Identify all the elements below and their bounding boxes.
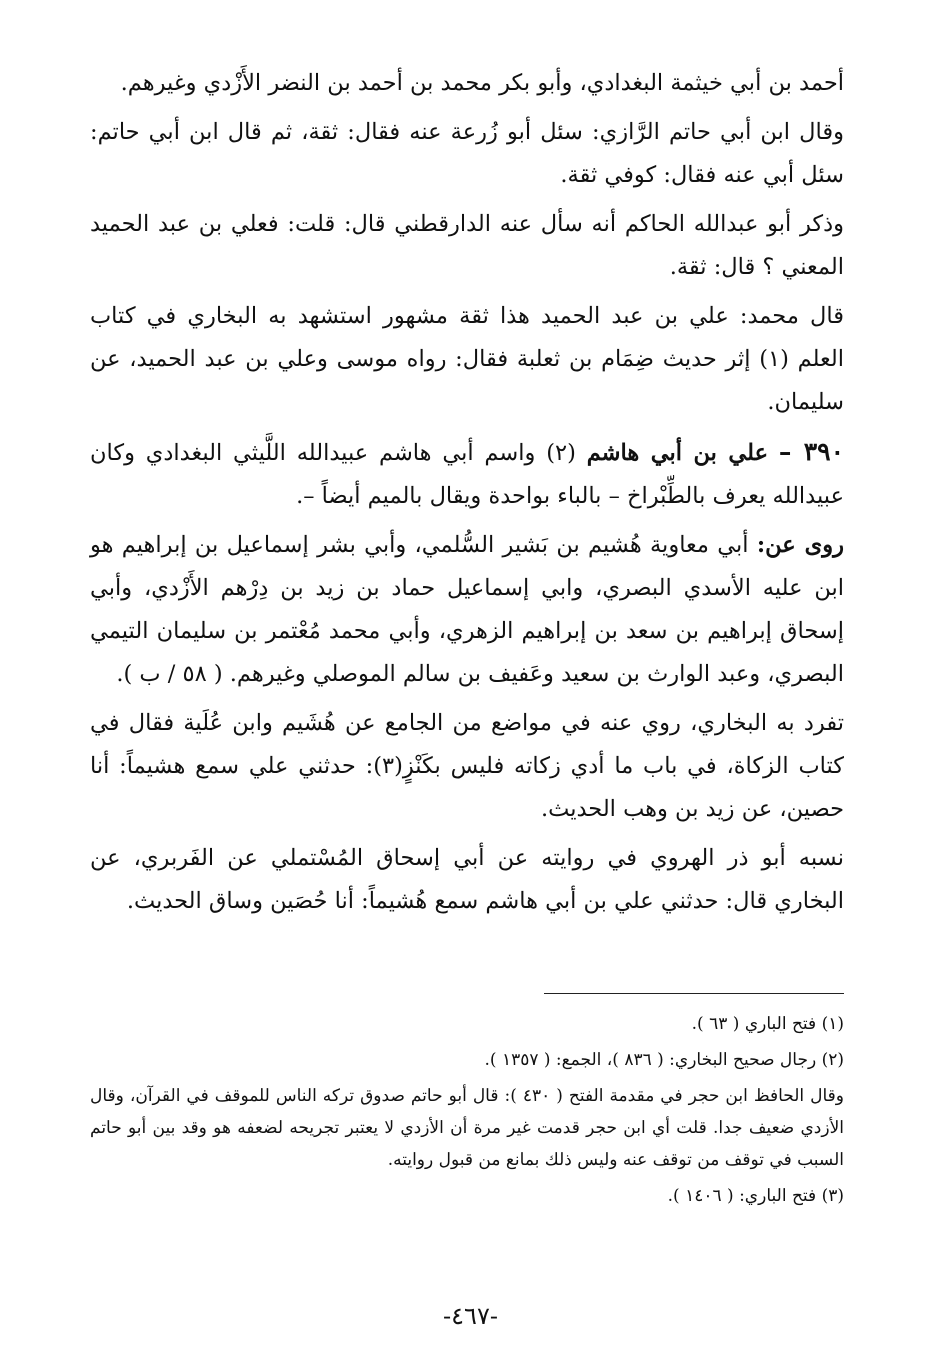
main-text (90, 62, 844, 923)
entry-number: ٣٩٠ – (778, 437, 845, 466)
paragraph: أحمد بن أبي خيثمة البغدادي، وأبو بكر محمد بن أحمد بن النضر الأَزْدي وغيرهم. (120, 70, 844, 96)
paragraph: وذكر أبو عبدالله الحاكم أنه سأل عنه الدارقطني قال: قلت: فعلي بن عبد الحميد المعني ؟ قال: ثقة. (90, 211, 844, 280)
footnote-2: (٢) رجال صحيح البخاري: ( ٨٣٦ )، الجمع: ( ١٣٥٧ ). (484, 1050, 844, 1070)
footnote-3: (٣) فتح الباري: ( ١٤٠٦ ). (667, 1186, 844, 1206)
narrated-from-text: أبي معاوية هُشيم بن بَشير السُّلمي، وأبي بشر إسماعيل بن إبراهيم هو ابن عليه الأسدي البصري، وابي إسماعيل حماد بن زيد بن دِرْهم الأَزْدي، وأبي إسحاق إبراهيم بن سعد بن إبراهيم الزهري، وأبي محمد مُعْتمر بن سليمان التيمي البصري، وعبد الوارث بن سعيد وعَفيف بن سالم الموصلي وغيرهم. ( ٥٨ / ب ). (90, 532, 844, 687)
entry-name: علي بن أبي هاشم (586, 440, 769, 466)
footnote-2-note: وقال الحافظ ابن حجر في مقدمة الفتح ( ٤٣٠ ): قال أبو حاتم صدوق تركه الناس للموقف في القرآن، وقال الأزدي ضعيف جدا. قلت أي ابن حجر قدمت غير مرة أن الأزدي لا يعتبر تجريحه لضعفه هو وقد بين أبو حاتم السبب في توقف من توقف عنه وليس ذلك بمانع من قبول روايته. (90, 1086, 844, 1170)
paragraph: وقال ابن أبي حاتم الرَّازي: سئل أبو زُرعة عنه فقال: ثقة، ثم قال ابن أبي حاتم: سئل أبي عنه فقال: كوفي ثقة. (90, 119, 844, 188)
narrated-from-label: روى عن: (756, 532, 844, 558)
footnotes (90, 1008, 844, 1216)
entry-paragraph (90, 430, 844, 518)
entry-text: واسم أبي هاشم عبيدالله اللَّيثي البغدادي وكان عبيدالله يعرف بالطِّبْراخ – بالباء بواحدة ويقال بالميم أيضاً –. (90, 440, 844, 509)
page-number: -٤٦٧- (443, 1302, 498, 1330)
paragraph: قال محمد: علي بن عبد الحميد هذا ثقة مشهور استشهد به البخاري في كتاب العلم (١) إثر حديث ضِمَام بن ثعلبة فقال: رواه موسى وعلي بن عبد الحميد، عن سليمان. (90, 303, 844, 415)
narrated-from-paragraph (90, 524, 844, 696)
footnote-ref: (٢) (546, 440, 576, 466)
paragraph: تفرد به البخاري، روي عنه في مواضع من الجامع عن هُشَيم وابن عُلَية فقال في كتاب الزكاة، في باب ما أدي زكاته فليس بكَنْزٍ(٣): حدثني علي سمع هشيماً: أنا حصين، عن زيد بن وهب الحديث. (90, 710, 844, 822)
footnote-1: (١) فتح الباري ( ٦٣ ). (691, 1014, 844, 1034)
paragraph: نسبه أبو ذر الهروي في روايته عن أبي إسحاق المُسْتملي عن الفَربري، عن البخاري قال: حدثني علي بن أبي هاشم سمع هُشيماً: أنا حُصَين وساق الحديث. (90, 845, 844, 914)
footnote-divider (544, 993, 844, 994)
